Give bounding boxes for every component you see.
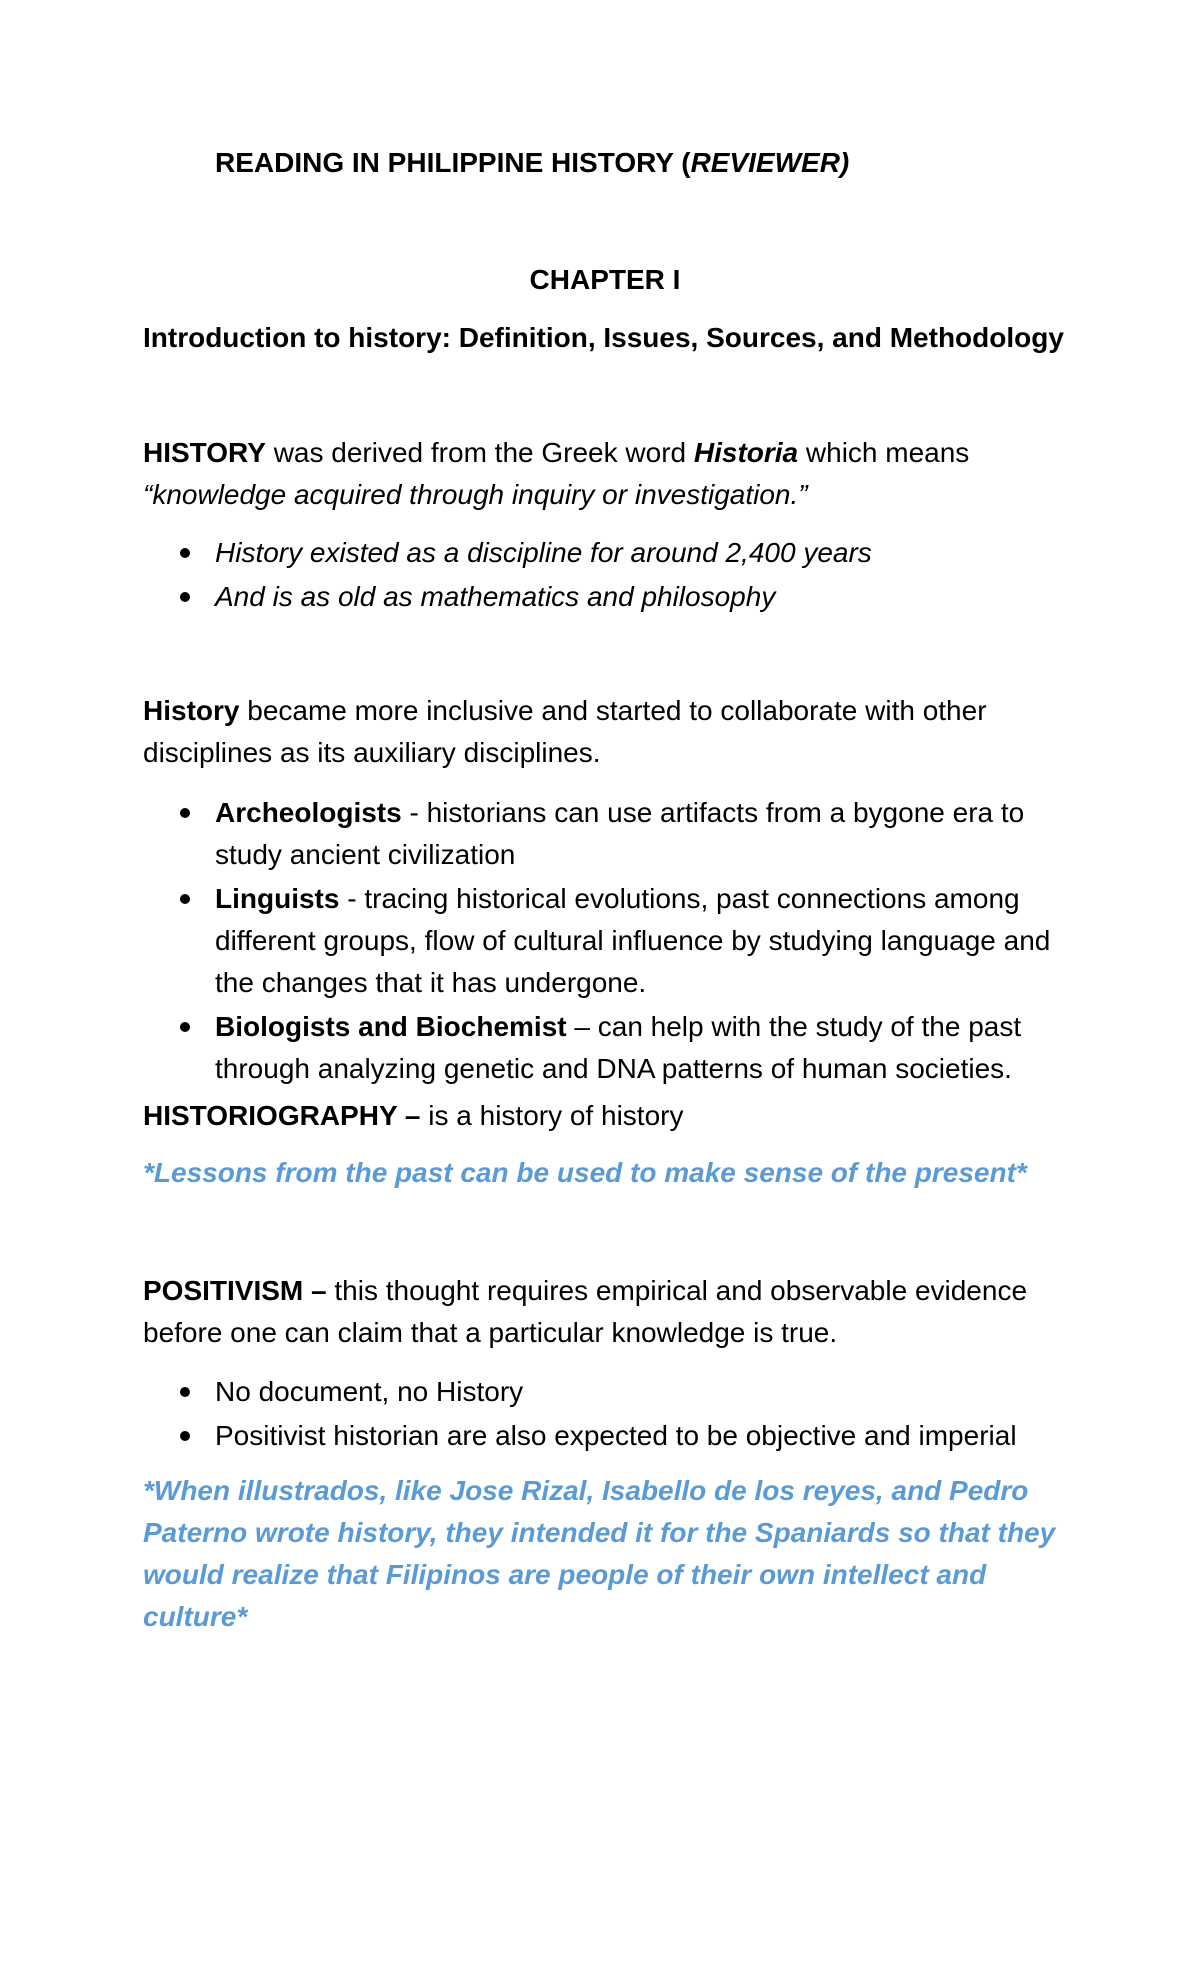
chapter-subtitle: Introduction to history: Definition, Issues, Sources, and Methodology: [143, 322, 1064, 353]
bullet-icon: [180, 548, 190, 558]
history-facts-list: [143, 532, 1083, 620]
list-item: Linguists - tracing historical evolutions, past connections among different groups, flow of cultural influence by studying language and the changes that it has undergone.: [143, 878, 1083, 1004]
auxiliary-disciplines-list: [143, 792, 1083, 1092]
bullet-icon: [180, 1431, 190, 1441]
list-item: Archeologists - historians can use artifacts from a bygone era to study ancient civilization: [143, 792, 1083, 876]
note-illustrados: *When illustrados, like Jose Rizal, Isabello de los reyes, and Pedro Paterno wrote history, they intended it for the Spaniards so that they would realize that Filipinos are people of their own intellect and culture*: [143, 1475, 1056, 1632]
bullet-icon: [180, 1387, 190, 1397]
document-title-emphasis: REVIEWER): [690, 147, 850, 178]
inclusive-paragraph: History became more inclusive and started to collaborate with other disciplines as its auxiliary disciplines.: [143, 695, 987, 768]
bullet-icon: [180, 808, 190, 818]
historiography-definition: HISTORIOGRAPHY – is a history of history: [143, 1100, 684, 1131]
list-item: Biologists and Biochemist – can help with the study of the past through analyzing genetic and DNA patterns of human societies.: [143, 1006, 1083, 1090]
note-lessons: *Lessons from the past can be used to make sense of the present*: [143, 1157, 1027, 1188]
bullet-icon: [180, 1022, 190, 1032]
positivism-term: POSITIVISM –: [143, 1275, 327, 1306]
history-meaning-quote: “knowledge acquired through inquiry or investigation.”: [143, 479, 808, 510]
positivism-definition: POSITIVISM – this thought requires empirical and observable evidence before one can claim that a particular knowledge is true.: [143, 1275, 1028, 1348]
document-title: READING IN PHILIPPINE HISTORY (REVIEWER): [215, 147, 850, 178]
positivism-list: [143, 1371, 1083, 1459]
list-item: And is as old as mathematics and philosophy: [143, 576, 1083, 618]
historia-word: Historia: [693, 437, 799, 468]
bullet-icon: [180, 894, 190, 904]
history-definition: HISTORY was derived from the Greek word Historia which means “knowledge acquired through inquiry or investigation.”: [143, 437, 970, 510]
list-item: No document, no History: [143, 1371, 1083, 1413]
history-term-2: History: [143, 695, 240, 726]
history-term: HISTORY: [143, 437, 266, 468]
bullet-icon: [180, 592, 190, 602]
historiography-term: HISTORIOGRAPHY –: [143, 1100, 421, 1131]
list-item: Positivist historian are also expected to be objective and imperial: [143, 1415, 1083, 1457]
chapter-heading: CHAPTER I: [529, 264, 681, 295]
list-item: History existed as a discipline for around 2,400 years: [143, 532, 1083, 574]
